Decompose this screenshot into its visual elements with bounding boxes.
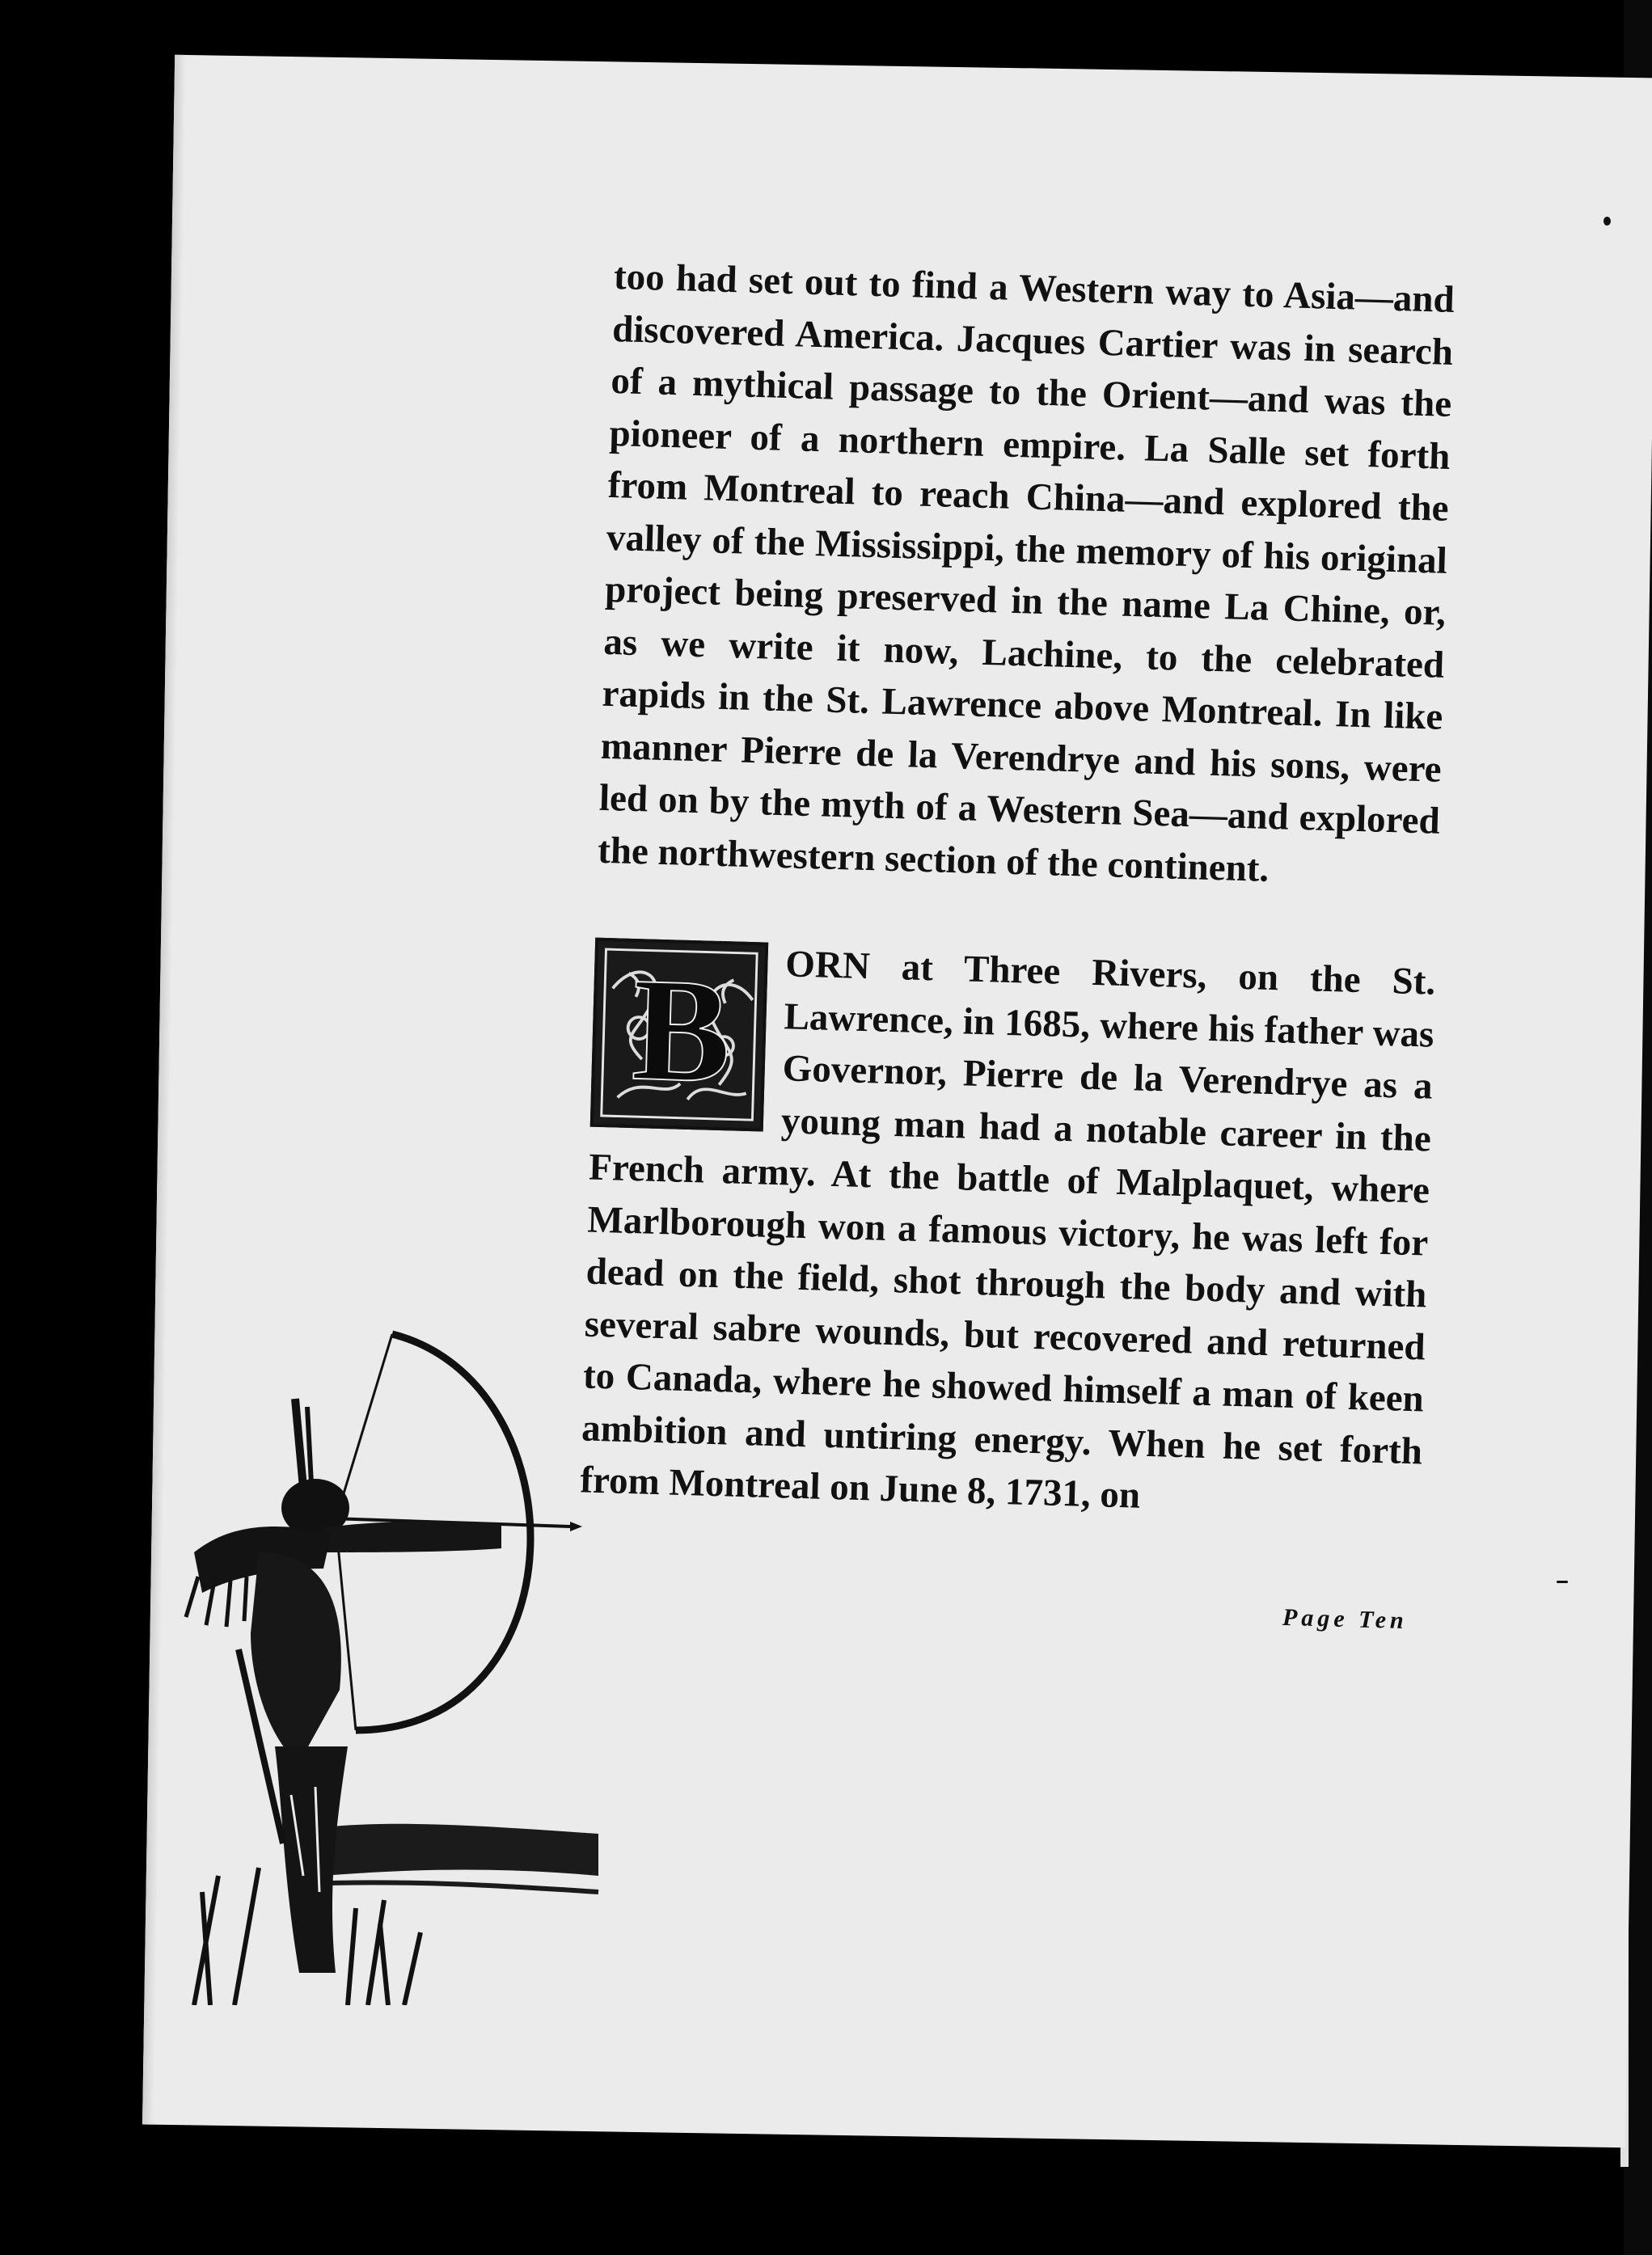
archer-illustration <box>162 1310 615 2005</box>
drop-cap-ornament <box>594 941 765 1129</box>
paragraph-2: ORN at Three Rivers, on the St. Lawrence, in 1685, where his father was Governor, Pierre de la Verendrye as a young man had a notable career in the French army. At the battle of Malplaquet, where Marlborough won a famous victory, he was left for dead on the field, shot through the body and with several sabre wounds, but recovered and returned to Canada, where he showed himself a man of keen ambition and untiring energy. When he set forth from Montreal on June 8, 1731, on <box>579 943 1436 1517</box>
scan-speck <box>1603 217 1611 226</box>
body-text <box>580 251 1456 1530</box>
ornamental-drop-cap <box>590 938 768 1132</box>
scan-speck <box>1557 1581 1568 1583</box>
drop-cap-letter: B <box>630 946 733 1114</box>
page-number-label: Page Ten <box>1282 1603 1409 1635</box>
paragraph-1: too had set out to find a Western way to Asia—and discovered America. Jacques Cartier was in search of a mythical passage to the Orient—and was the pioneer of a northern empire. La Salle set forth from Montreal to reach China—and explored the valley of the Mississippi, the memory of his original project being preserved in the name La Chine, or, as we write it now, Lachine, to the celebrated rapids in the St. Lawrence above Montreal. In like manner Pierre de la Verendrye and his sons, were led on by the myth of a Western Sea—and explored the northwestern section of the continent. <box>597 255 1456 890</box>
